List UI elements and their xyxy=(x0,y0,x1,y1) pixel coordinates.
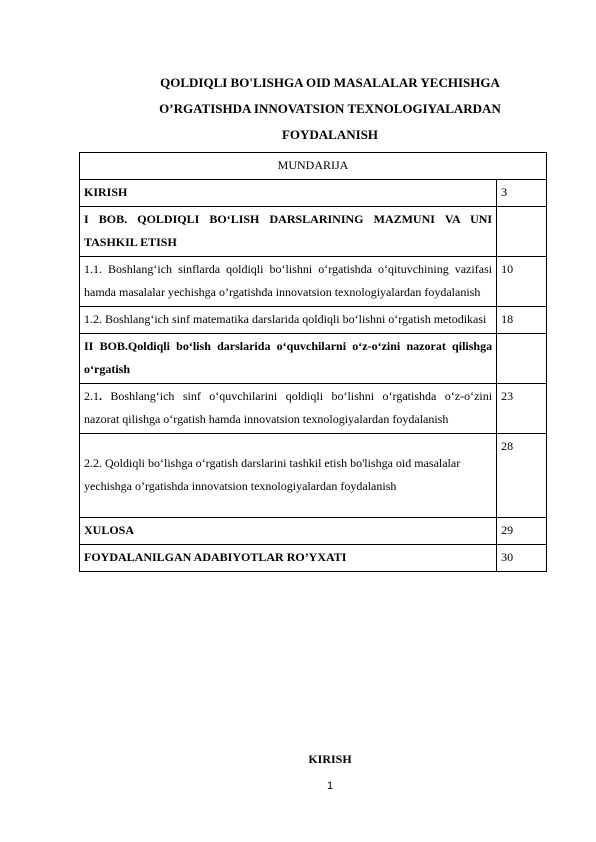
toc-entry-text xyxy=(80,384,497,434)
toc-row xyxy=(80,207,547,257)
title-line-2: O’RGATISHDA INNOVATSION TEXNOLOGIYALARDAN xyxy=(159,101,501,116)
toc-row xyxy=(80,180,547,207)
toc-row xyxy=(80,545,547,572)
toc-entry-page: 18 xyxy=(497,307,547,334)
toc-entry-page: 3 xyxy=(497,180,547,207)
toc-row xyxy=(80,257,547,307)
toc-row xyxy=(80,434,547,518)
toc-entry-text: 1.1. Boshlang‘ich sinflarda qoldiqli bo‘lishni o‘rgatishda o‘qituvchining vazifasi hamda masalalar yechishga o’rgatishda innovatsion texnologiyalardan foydalanish xyxy=(80,257,497,307)
toc-entry-page xyxy=(497,207,547,257)
table-of-contents xyxy=(79,152,547,572)
toc-entry-title: Boshlang‘ich sinf o‘quvchilarini qoldiqli bo‘lishni o‘rgatishda o‘z-o‘zini nazorat qilishga o‘rgatish hamda innovatsion texnologiyalardan foydalanish xyxy=(84,389,493,426)
toc-header-row xyxy=(80,153,547,180)
title-line-3: FOYDALANISH xyxy=(281,127,379,142)
toc-entry-page: 28 xyxy=(497,434,547,518)
toc-header: MUNDARIJA xyxy=(80,153,547,180)
document-title xyxy=(0,70,596,148)
toc-entry-text: XULOSA xyxy=(80,518,497,545)
toc-entry-text: 2.2. Qoldiqli bo‘lishga o‘rgatish darslarini tashkil etish bo'lishga oid masalalar yechishga o’rgatishda innovatsion texnologiyalardan foydalanish xyxy=(80,434,497,518)
toc-entry-text: I BOB. QOLDIQLI BO‘LISH DARSLARINING MAZMUNI VA UNI TASHKIL ETISH xyxy=(80,207,497,257)
toc-row xyxy=(80,307,547,334)
toc-entry-page xyxy=(497,334,547,384)
toc-entry-page: 29 xyxy=(497,518,547,545)
toc-entry-number-dot: . xyxy=(99,389,102,403)
toc-entry-text: FOYDALANILGAN ADABIYOTLAR RO’YXATI xyxy=(80,545,497,572)
toc-entry-text: II BOB.Qoldiqli bo‘lish darslarida o‘quvchilarni o‘z-o‘zini nazorat qilishga o‘rgatish xyxy=(80,334,497,384)
toc-entry-page: 30 xyxy=(497,545,547,572)
title-line-1: QOLDIQLI BO'LISHGA OID MASALALAR YECHISHGA xyxy=(160,75,500,90)
toc-row xyxy=(80,384,547,434)
toc-entry-number: 2.1 xyxy=(84,389,99,403)
toc-entry-page: 23 xyxy=(497,384,547,434)
section-heading: KIRISH xyxy=(308,752,352,766)
toc-entry-text: KIRISH xyxy=(80,180,497,207)
page-number: 1 xyxy=(326,780,334,792)
toc-row xyxy=(80,334,547,384)
toc-row xyxy=(80,518,547,545)
toc-entry-page: 10 xyxy=(497,257,547,307)
toc-entry-text: 1.2. Boshlang‘ich sinf matematika darslarida qoldiqli bo‘lishni o‘rgatish metodikasi xyxy=(80,307,497,334)
